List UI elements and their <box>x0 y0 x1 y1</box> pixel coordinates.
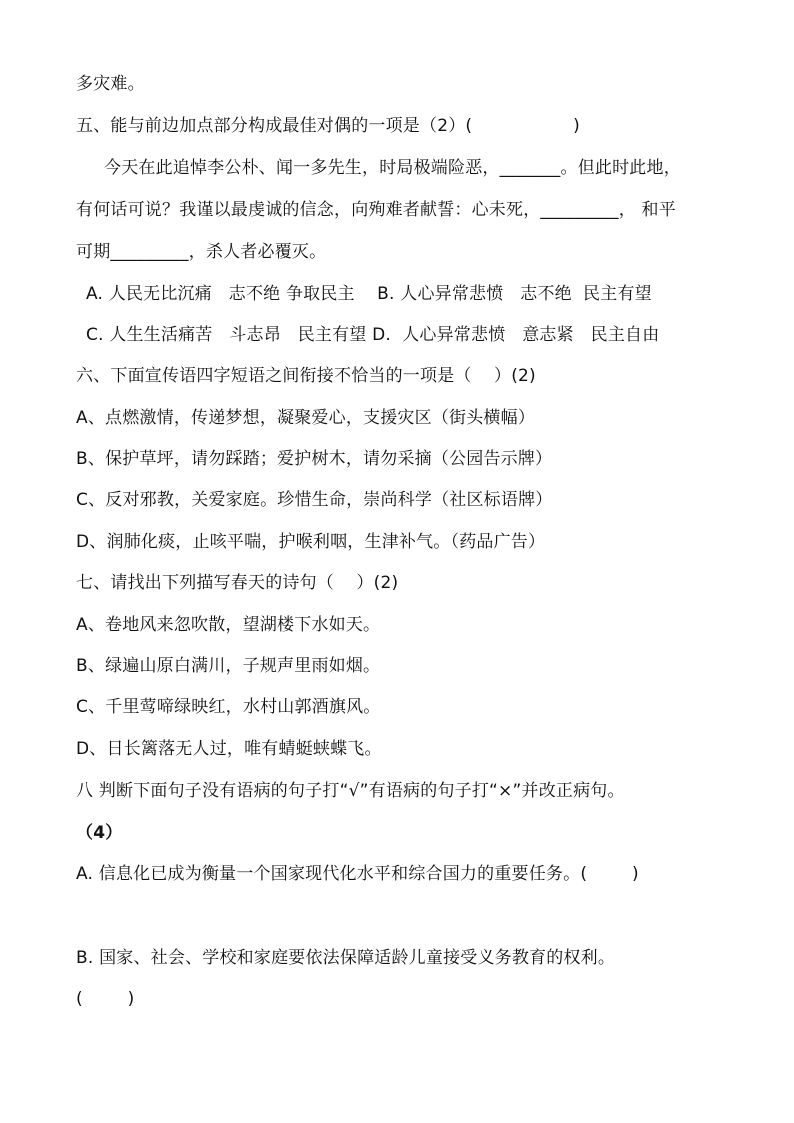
question-6-option-c: C、反对邪教，关爱家庭。珍惜生命，崇尚科学（社区标语牌） <box>76 490 553 510</box>
question-8-score: （4） <box>76 823 123 843</box>
question-8-sentence-b: B. 国家、社会、学校和家庭要依法保障适龄儿童接受义务教育的权利。 <box>76 948 616 968</box>
question-6-option-a: A、点燃激情，传递梦想，凝聚爱心，支援灾区（街头横幅） <box>76 408 536 428</box>
question-5-passage-line-1: 今天在此追悼李公朴、闻一多先生，时局极端险恶，_______。但此时此地， <box>104 158 681 178</box>
text-line-continuation: 多灾难。 <box>76 74 145 94</box>
question-6-heading: 六、下面宣传语四字短语之间衔接不恰当的一项是（ ）(2) <box>76 366 536 386</box>
question-7-option-b: B、绿遍山原白满川，子规声里雨如烟。 <box>76 656 381 676</box>
question-6-option-d: D、润肺化痰，止咳平喘，护喉利咽，生津补气。（药品广告） <box>76 532 546 552</box>
question-7-option-a: A、卷地风来忽吹散，望湖楼下水如天。 <box>76 615 381 635</box>
question-7-heading: 七、请找出下列描写春天的诗句（ ）(2) <box>76 573 399 593</box>
question-5-passage-line-3: 可期_________，杀人者必覆灭。 <box>76 242 327 262</box>
question-8-heading: 八 判断下面句子没有语病的句子打“√”有语病的句子打“×”并改正病句。 <box>76 781 625 801</box>
question-7-option-d: D、日长篱落无人过，唯有蜻蜓蛱蝶飞。 <box>76 739 382 759</box>
question-5-options-cd: C. 人生生活痛苦 斗志昂 民主有望 D. 人心异常悲愤 意志紧 民主自由 <box>86 325 660 345</box>
question-5-options-ab: A. 人民无比沉痛 志不绝 争取民主 B. 人心异常悲愤 志不绝 民主有望 <box>86 284 652 304</box>
question-8-sentence-a: A. 信息化已成为衡量一个国家现代化水平和综合国力的重要任务。( ) <box>76 864 639 884</box>
question-5-heading: 五、能与前边加点部分构成最佳对偶的一项是（2）( ) <box>76 116 580 136</box>
question-8-answer-blank-b: ( ) <box>76 989 135 1009</box>
question-5-passage-line-2: 有何话可说？我谨以最虔诚的信念，向殉难者献誓：心未死，_________， 和平 <box>76 200 676 220</box>
question-6-option-b: B、保护草坪，请勿踩踏；爱护树木，请勿采摘（公园告示牌） <box>76 449 553 469</box>
question-7-option-c: C、千里莺啼绿映红，水村山郭酒旗风。 <box>76 697 381 717</box>
